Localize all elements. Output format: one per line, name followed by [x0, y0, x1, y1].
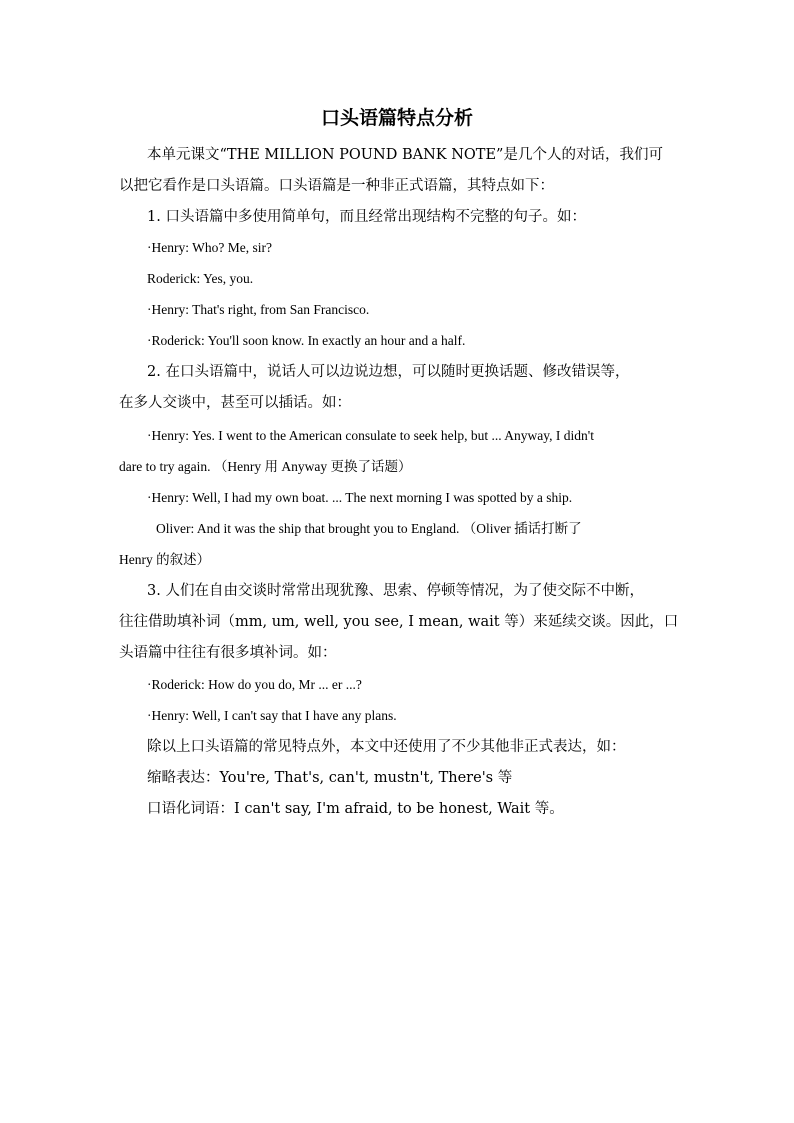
point-3-heading-line-2: 往往借助填补词（mm, um, well, you see, I mean, wait 等）来延续交谈。因此，口 [119, 614, 679, 630]
dialogue-line: ·Roderick: You'll soon know. In exactly an hour and a half. [147, 333, 466, 348]
dialogue-line: ·Henry: Yes. I went to the American consulate to seek help, but ... Anyway, I didn't [147, 428, 594, 443]
paragraph-intro-line-2: 以把它看作是口头语篇。口头语篇是一种非正式语篇，其特点如下： [119, 178, 554, 194]
point-3-heading-line-3: 头语篇中往往有很多填补词。如： [119, 645, 337, 661]
colloquial-words-line: 口语化词语：I can't say, I'm afraid, to be honest, Wait 等。 [147, 801, 564, 817]
point-1-heading: 1. 口头语篇中多使用简单句，而且经常出现结构不完整的句子。如： [147, 209, 586, 225]
paragraph-intro-line-1: 本单元课文“THE MILLION POUND BANK NOTE”是几个人的对话，我们可 [147, 147, 663, 163]
summary-line: 除以上口头语篇的常见特点外，本文中还使用了不少其他非正式表达，如： [147, 739, 626, 755]
document-title: 口头语篇特点分析 [320, 107, 473, 129]
point-2-heading-line-2: 在多人交谈中，甚至可以插话。如： [119, 395, 351, 411]
dialogue-line: ·Roderick: How do you do, Mr ... er ...? [147, 677, 362, 692]
point-3-heading-line-1: 3. 人们在自由交谈时常常出现犹豫、思索、停顿等情况，为了使交际不中断， [147, 583, 644, 599]
dialogue-line: ·Henry: Well, I had my own boat. ... The next morning I was spotted by a ship. [147, 490, 573, 505]
dialogue-line: ·Henry: Well, I can't say that I have any plans. [147, 708, 397, 723]
point-2-heading-line-1: 2. 在口头语篇中，说话人可以边说边想，可以随时更换话题、修改错误等， [147, 364, 630, 380]
dialogue-line: Roderick: Yes, you. [147, 271, 254, 286]
dialogue-line-continuation: Henry 的叙述） [119, 552, 211, 567]
dialogue-line: Oliver: And it was the ship that brought you to England. （Oliver 插话打断了 [156, 521, 582, 536]
dialogue-line-continuation: dare to try again. （Henry 用 Anyway 更换了话题） [119, 459, 412, 474]
dialogue-line: ·Henry: Who? Me, sir? [147, 240, 272, 255]
contractions-line: 缩略表达：You're, That's, can't, mustn't, There's 等 [147, 770, 513, 786]
dialogue-line: ·Henry: That's right, from San Francisco. [147, 302, 370, 317]
